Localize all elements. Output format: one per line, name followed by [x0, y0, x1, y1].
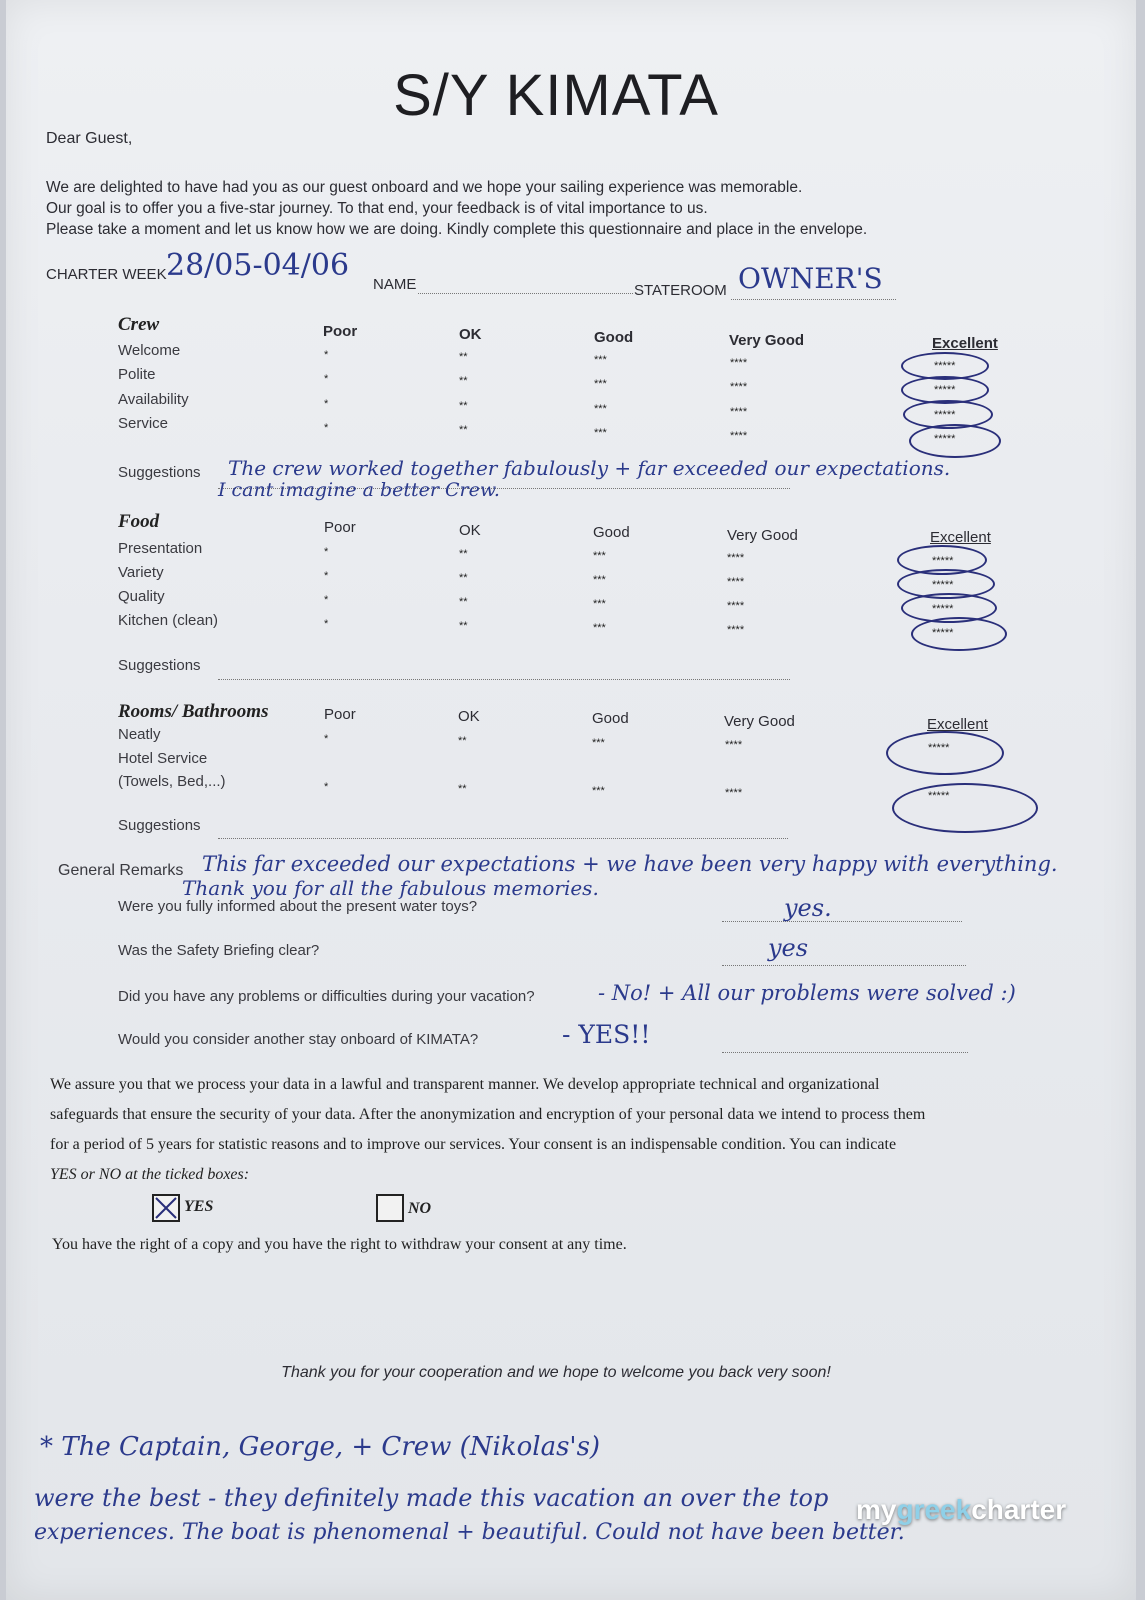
- handwritten-note-line: were the best - they definitely made this vacation an over the top: [34, 1484, 829, 1512]
- star-very-good[interactable]: ****: [727, 624, 745, 636]
- star-very-good[interactable]: ****: [725, 787, 743, 799]
- section-title-rooms: Rooms/ Bathrooms: [118, 701, 269, 722]
- star-ok[interactable]: **: [459, 572, 468, 584]
- mygreekcharter-watermark: [856, 1494, 1066, 1526]
- header-good: Good: [592, 710, 629, 727]
- star-excellent[interactable]: *****: [934, 433, 956, 445]
- suggestions-line[interactable]: [218, 838, 788, 839]
- star-very-good[interactable]: ****: [730, 381, 748, 393]
- star-ok[interactable]: **: [459, 351, 468, 363]
- star-very-good[interactable]: ****: [727, 552, 745, 564]
- charter-week-label: CHARTER WEEK: [46, 266, 167, 283]
- star-excellent[interactable]: *****: [932, 627, 954, 639]
- handwritten-note-line: experiences. The boat is phenomenal + beautiful. Could not have been better.: [34, 1520, 905, 1545]
- crew-suggestion-text: The crew worked together fabulously + far exceeded our expectations.: [228, 456, 951, 480]
- stateroom-value[interactable]: OWNER'S: [738, 262, 883, 295]
- star-very-good[interactable]: ****: [727, 576, 745, 588]
- star-excellent[interactable]: *****: [934, 384, 956, 396]
- charter-week-value[interactable]: 28/05-04/06: [166, 248, 350, 283]
- consent-line: safeguards that ensure the security of your data. After the anonymization and encryption of your personal data we intend to process them: [50, 1106, 926, 1123]
- star-poor[interactable]: *: [324, 733, 329, 745]
- star-poor[interactable]: *: [324, 398, 329, 410]
- star-poor[interactable]: *: [324, 422, 329, 434]
- consent-yes-label: YES: [184, 1198, 214, 1215]
- star-ok[interactable]: **: [459, 548, 468, 560]
- watermark-part: my: [856, 1494, 897, 1525]
- consent-yes-checkbox[interactable]: [152, 1194, 180, 1222]
- header-ok: OK: [459, 326, 482, 343]
- greeting: Dear Guest,: [46, 130, 133, 147]
- star-good[interactable]: ***: [592, 737, 605, 749]
- star-good[interactable]: ***: [593, 550, 606, 562]
- answer-water-toys: yes.: [784, 894, 832, 922]
- answer-line[interactable]: [722, 965, 966, 966]
- answer-line[interactable]: [722, 1052, 968, 1053]
- intro-paragraph: [46, 177, 946, 240]
- star-very-good[interactable]: ****: [730, 357, 748, 369]
- general-remarks-text: Thank you for all the fabulous memories.: [182, 876, 599, 900]
- handwritten-note-line: * The Captain, George, + Crew (Nikolas's): [40, 1432, 601, 1462]
- circled-mark: [886, 731, 1004, 775]
- star-good[interactable]: ***: [594, 403, 607, 415]
- star-good[interactable]: ***: [594, 378, 607, 390]
- header-poor: Poor: [323, 323, 358, 340]
- row-label-quality: Quality: [118, 588, 165, 605]
- suggestions-line[interactable]: [218, 679, 790, 680]
- star-good[interactable]: ***: [594, 354, 607, 366]
- consent-line: for a period of 5 years for statistic reasons and to improve our services. Your consent is an indispensable condition. You can indicate: [50, 1136, 897, 1153]
- row-label-availability: Availability: [118, 391, 189, 408]
- star-good[interactable]: ***: [593, 622, 606, 634]
- star-good[interactable]: ***: [594, 427, 607, 439]
- feedback-form-page: [6, 0, 1136, 1600]
- star-very-good[interactable]: ****: [730, 430, 748, 442]
- watermark-part: greek: [896, 1494, 972, 1525]
- watermark-part: charter: [971, 1494, 1067, 1525]
- consent-rights: You have the right of a copy and you have the right to withdraw your consent at any time.: [52, 1236, 627, 1253]
- answer-safety-briefing: yes: [768, 934, 809, 962]
- star-excellent[interactable]: *****: [932, 603, 954, 615]
- answer-problems: - No! + All our problems were solved :): [598, 981, 1016, 1005]
- circled-mark: [892, 783, 1038, 833]
- star-ok[interactable]: **: [459, 375, 468, 387]
- question-safety-briefing: Was the Safety Briefing clear?: [118, 942, 320, 959]
- suggestions-label: Suggestions: [118, 464, 201, 481]
- star-ok[interactable]: **: [459, 424, 468, 436]
- star-ok[interactable]: **: [459, 620, 468, 632]
- row-label-towels-bed: (Towels, Bed,...): [118, 773, 226, 790]
- header-good: Good: [594, 329, 634, 346]
- stateroom-field[interactable]: [731, 299, 896, 300]
- answer-line[interactable]: [722, 921, 962, 922]
- question-another-stay: Would you consider another stay onboard of KIMATA?: [118, 1031, 479, 1048]
- star-ok[interactable]: **: [459, 596, 468, 608]
- header-excellent: Excellent: [930, 529, 991, 546]
- header-very-good: Very Good: [724, 713, 795, 730]
- header-excellent: Excellent: [932, 335, 998, 352]
- star-very-good[interactable]: ****: [725, 739, 743, 751]
- header-ok: OK: [459, 522, 481, 539]
- star-excellent[interactable]: *****: [934, 360, 956, 372]
- star-excellent[interactable]: *****: [928, 790, 950, 802]
- row-label-neatly: Neatly: [118, 726, 161, 743]
- star-ok[interactable]: **: [458, 783, 467, 795]
- star-poor[interactable]: *: [324, 373, 329, 385]
- general-remarks-label: General Remarks: [58, 862, 184, 879]
- row-label-polite: Polite: [118, 366, 156, 383]
- star-poor[interactable]: *: [324, 618, 329, 630]
- row-label-welcome: Welcome: [118, 342, 181, 359]
- star-poor[interactable]: *: [324, 781, 329, 793]
- star-ok[interactable]: **: [458, 735, 467, 747]
- header-poor: Poor: [324, 519, 356, 536]
- header-poor: Poor: [324, 706, 356, 723]
- closing-text: Thank you for your cooperation and we hope to welcome you back very soon!: [281, 1364, 831, 1381]
- crew-suggestion-text: I cant imagine a better Crew.: [218, 479, 500, 501]
- consent-paragraph: [50, 1070, 1080, 1190]
- header-ok: OK: [458, 708, 480, 725]
- page-title: S/Y KIMATA: [393, 63, 719, 128]
- star-poor[interactable]: *: [324, 546, 329, 558]
- suggestions-label: Suggestions: [118, 657, 201, 674]
- header-very-good: Very Good: [729, 332, 805, 349]
- intro-line: Please take a moment and let us know how we are doing. Kindly complete this questionnaire and place in the envelope.: [46, 221, 868, 238]
- row-label-kitchen: Kitchen (clean): [118, 612, 219, 629]
- suggestions-label: Suggestions: [118, 817, 201, 834]
- section-title-crew: Crew: [118, 314, 160, 335]
- star-good[interactable]: ***: [593, 598, 606, 610]
- checkmark-icon: [154, 1196, 178, 1220]
- consent-no-label: NO: [408, 1200, 432, 1217]
- star-excellent[interactable]: *****: [932, 579, 954, 591]
- name-label: NAME: [373, 276, 417, 293]
- star-poor[interactable]: *: [324, 594, 329, 606]
- header-very-good: Very Good: [727, 527, 798, 544]
- star-excellent[interactable]: *****: [934, 409, 956, 421]
- consent-line: YES or NO at the ticked boxes:: [50, 1166, 250, 1183]
- star-excellent[interactable]: *****: [928, 742, 950, 754]
- star-good[interactable]: ***: [593, 574, 606, 586]
- star-ok[interactable]: **: [459, 400, 468, 412]
- row-label-variety: Variety: [118, 564, 164, 581]
- star-very-good[interactable]: ****: [727, 600, 745, 612]
- circled-mark: [909, 424, 1001, 458]
- question-water-toys: Were you fully informed about the present water toys?: [118, 898, 478, 915]
- star-excellent[interactable]: *****: [932, 555, 954, 567]
- star-good[interactable]: ***: [592, 785, 605, 797]
- consent-no-checkbox[interactable]: [376, 1194, 404, 1222]
- row-label-service: Service: [118, 415, 169, 432]
- row-label-hotel-service: Hotel Service: [118, 750, 208, 767]
- circled-mark: [911, 617, 1007, 651]
- row-label-presentation: Presentation: [118, 540, 203, 557]
- general-remarks-text: This far exceeded our expectations + we have been very happy with everything.: [202, 852, 1058, 876]
- section-title-food: Food: [118, 511, 160, 532]
- stateroom-label: STATEROOM: [634, 282, 727, 299]
- header-excellent: Excellent: [927, 716, 988, 733]
- consent-line: We assure you that we process your data in a lawful and transparent manner. We develop appropriate technical and organizational: [50, 1076, 880, 1093]
- intro-line: We are delighted to have had you as our guest onboard and we hope your sailing experience was memorable.: [46, 179, 803, 196]
- intro-line: Our goal is to offer you a five-star journey. To that end, your feedback is of vital importance to us.: [46, 200, 708, 217]
- question-problems: Did you have any problems or difficulties during your vacation?: [118, 988, 535, 1005]
- name-field[interactable]: [418, 293, 633, 294]
- header-good: Good: [593, 524, 630, 541]
- star-poor[interactable]: *: [324, 349, 329, 361]
- star-very-good[interactable]: ****: [730, 406, 748, 418]
- answer-another-stay: - YES!!: [562, 1020, 651, 1049]
- star-poor[interactable]: *: [324, 570, 329, 582]
